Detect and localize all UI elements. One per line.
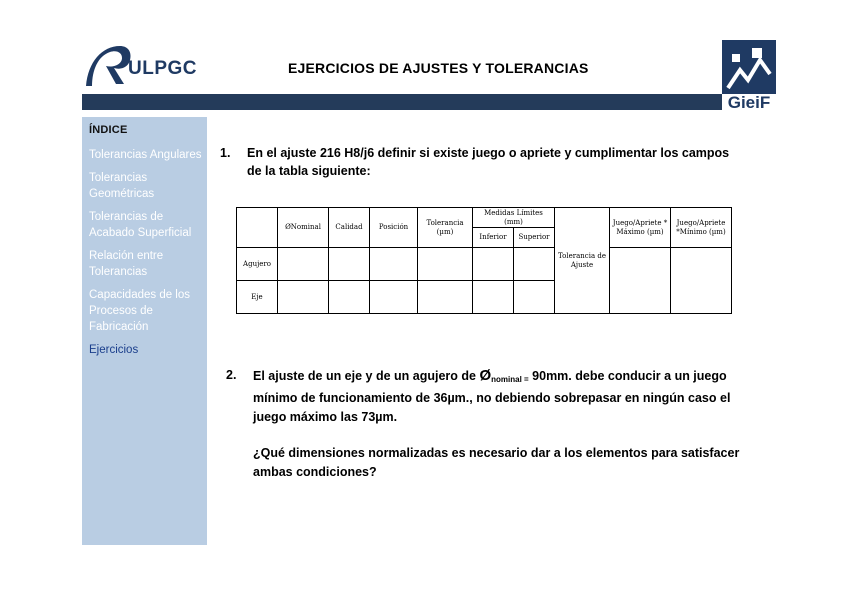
- fit-table: [236, 207, 732, 314]
- cell-agujero-nominal[interactable]: [278, 248, 329, 281]
- diameter-symbol: Ø: [479, 367, 492, 384]
- table-corner-cell: [237, 208, 278, 248]
- header-inferior: Inferior: [473, 228, 514, 248]
- cell-agujero-superior[interactable]: [514, 248, 555, 281]
- sidebar-item-tolerancias-geometricas[interactable]: Tolerancias Geométricas: [89, 172, 155, 200]
- question-2-text-b: 90mm. debe conducir a un juego mínimo de funcionamiento de 36µm., no debiendo sobrepasar en ningún caso el juego máximo las 73µm.: [253, 369, 731, 424]
- cell-eje-calidad[interactable]: [329, 281, 370, 314]
- cell-agujero-posicion[interactable]: [370, 248, 418, 281]
- cell-eje-nominal[interactable]: [278, 281, 329, 314]
- cell-eje-tolerancia[interactable]: [418, 281, 473, 314]
- sidebar-item-capacidades-procesos[interactable]: Capacidades de los Procesos de Fabricación: [89, 289, 191, 333]
- header-calidad: Calidad: [329, 208, 370, 248]
- nominal-subscript: nominal =: [491, 375, 529, 384]
- ulpgc-logo: [82, 40, 222, 90]
- cell-eje-posicion[interactable]: [370, 281, 418, 314]
- row-label-eje: Eje: [237, 281, 278, 314]
- cell-agujero-tolerancia[interactable]: [418, 248, 473, 281]
- gieif-emblem-icon: [722, 40, 776, 96]
- question-2-prompt: ¿Qué dimensiones normalizadas es necesario dar a los elementos para satisfacer ambas condiciones?: [253, 446, 740, 479]
- sidebar-item-relacion-tolerancias[interactable]: Relación entre Tolerancias: [89, 250, 164, 278]
- sidebar-item-ejercicios[interactable]: Ejercicios: [89, 344, 139, 356]
- question-2-text: [253, 366, 753, 427]
- cell-agujero-calidad[interactable]: [329, 248, 370, 281]
- question-2-text-a: El ajuste de un eje y de un agujero de: [253, 369, 480, 383]
- sidebar-item-tolerancias-angulares[interactable]: Tolerancias Angulares: [89, 149, 202, 161]
- sidebar-title: ÍNDICE: [89, 124, 128, 136]
- header-posicion: Posición: [370, 208, 418, 248]
- question-2-number: 2.: [226, 368, 237, 382]
- header-bar: [82, 94, 774, 110]
- question-1-number: 1.: [220, 146, 231, 160]
- question-1-text: En el ajuste 216 H8/j6 definir si existe juego o apriete y cumplimentar los campos de la tabla siguiente:: [247, 146, 730, 178]
- sidebar-list: [89, 147, 203, 365]
- gieif-logo-text: GieiF: [722, 94, 776, 112]
- row-label-agujero: Agujero: [237, 248, 278, 281]
- cell-eje-inferior[interactable]: [473, 281, 514, 314]
- header-juego-minimo: Juego/Apriete *Mínimo (µm): [671, 208, 732, 248]
- table-row: [237, 248, 732, 281]
- cell-juego-minimo[interactable]: [671, 248, 732, 314]
- cell-juego-maximo[interactable]: [610, 248, 671, 314]
- gieif-logo: [722, 40, 776, 112]
- header-nominal: ØNominal: [278, 208, 329, 248]
- header-medidas-limites: Medidas Límites (mm): [473, 208, 555, 228]
- header-juego-maximo: Juego/Apriete * Máximo (µm): [610, 208, 671, 248]
- ulpgc-logo-text: ULPGC: [128, 58, 197, 79]
- header-superior: Superior: [514, 228, 555, 248]
- header-tolerancia: Tolerancia (µm): [418, 208, 473, 248]
- header-tolerancia-ajuste: Tolerancia de Ajuste: [555, 208, 610, 314]
- sidebar-item-tolerancias-acabado[interactable]: Tolerancias de Acabado Superficial: [89, 211, 192, 239]
- cell-agujero-inferior[interactable]: [473, 248, 514, 281]
- ulpgc-emblem-icon: [82, 40, 132, 90]
- page-title: EJERCICIOS DE AJUSTES Y TOLERANCIAS: [288, 60, 589, 76]
- sidebar: [82, 117, 207, 545]
- cell-eje-superior[interactable]: [514, 281, 555, 314]
